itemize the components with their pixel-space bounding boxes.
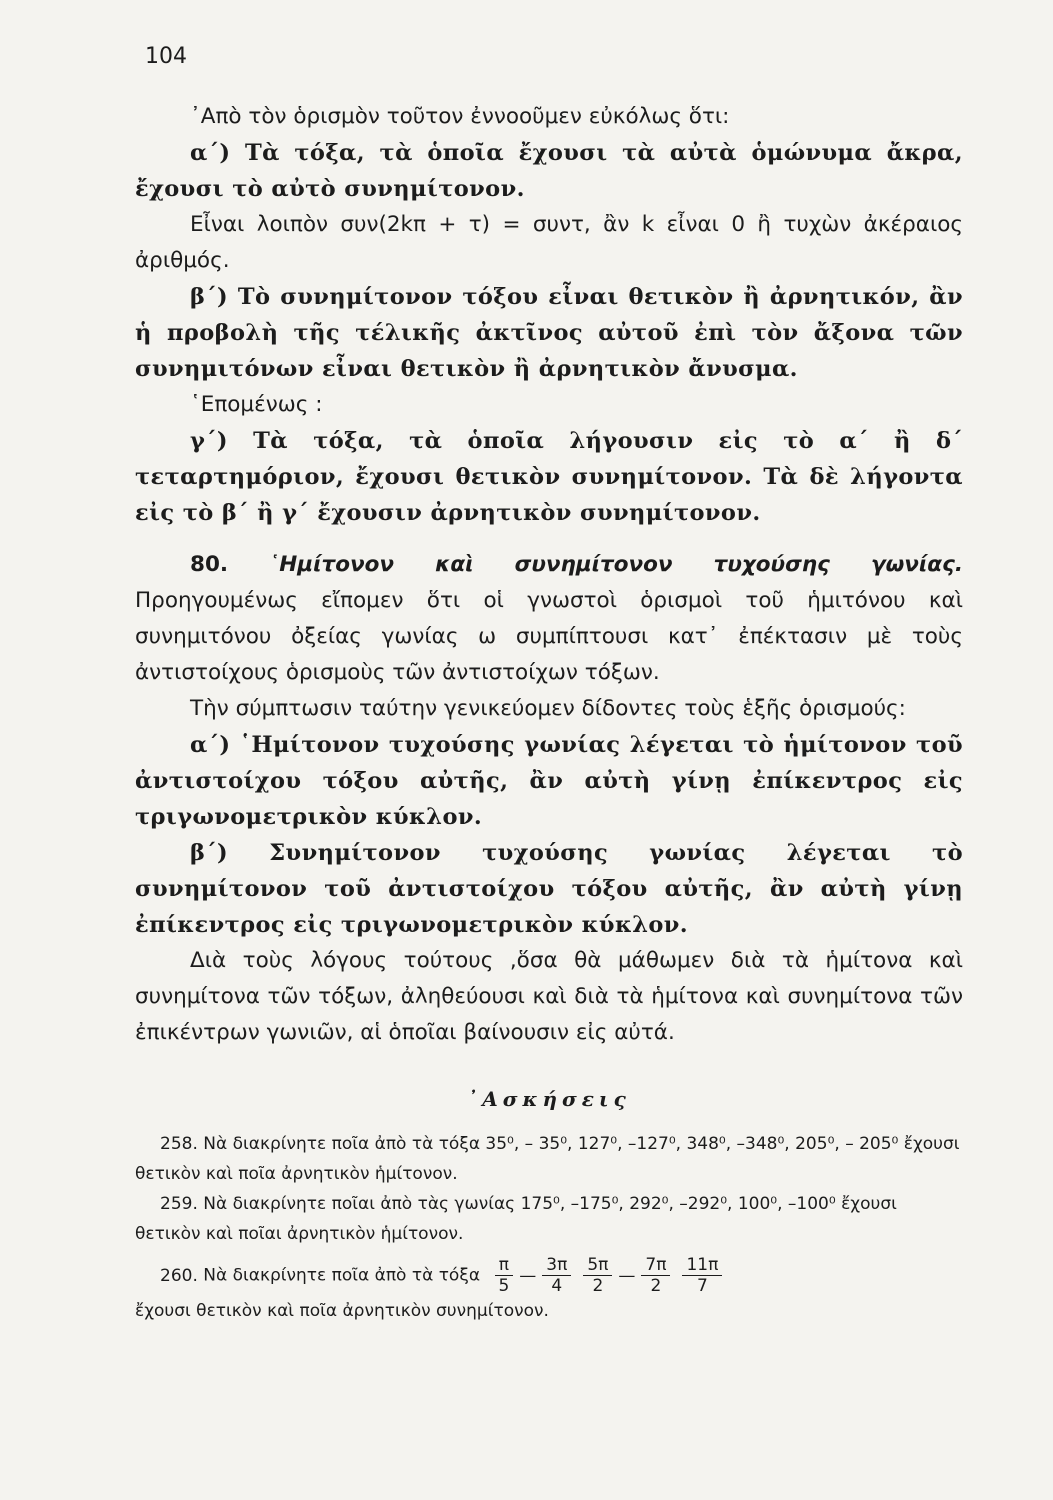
exercise-number: 258. bbox=[160, 1134, 198, 1154]
fraction-numerator: 3π bbox=[542, 1255, 571, 1276]
intro-line: ᾿Απὸ τὸν ὁρισμὸν τοῦτον ἐννοοῦμεν εὐκόλως ὅτι: bbox=[190, 104, 730, 129]
fraction bbox=[494, 1255, 513, 1296]
fraction-denominator: 7 bbox=[696, 1276, 708, 1296]
exercise-text-after: ἔχουσι θετικὸν καὶ ποῖα ἀρνητικὸν συνημίτονον. bbox=[135, 1301, 549, 1321]
fraction-denominator: 5 bbox=[498, 1276, 510, 1296]
fraction-denominator: 4 bbox=[551, 1276, 563, 1296]
fraction-numerator: 11π bbox=[682, 1255, 722, 1276]
fraction-numerator: 7π bbox=[641, 1255, 670, 1276]
exercise-258 bbox=[135, 1129, 963, 1189]
rule-c: γ΄) Τὰ τόξα, τὰ ὁποῖα λήγουσιν εἰς τὸ α΄ ἢ δ΄ τεταρτημόριον, ἔχουσι θετικὸν συνημίτονον. Τὰ δὲ λήγοντα εἰς τὸ β΄ ἢ γ΄ ἔχουσιν ἀρνητικὸν συνημίτονον. bbox=[135, 428, 963, 526]
fraction bbox=[641, 1255, 670, 1296]
section-title: ῾Ημίτονον καὶ συνημίτονον τυχούσης γωνίας. bbox=[268, 552, 963, 577]
fraction-sign: — bbox=[618, 1265, 636, 1286]
fraction-sign: — bbox=[519, 1265, 537, 1286]
exercise-number: 259. bbox=[160, 1194, 198, 1214]
exercise-259 bbox=[135, 1189, 963, 1249]
section-text: Προηγουμένως εἴπομεν ὅτι οἱ γνωστοὶ ὁρισμοὶ τοῦ ἡμιτόνου καὶ συνημιτόνου ὀξείας γωνίας ω συμπίπτουσι κατ᾿ ἐπέκτασιν μὲ τοὺς ἀντιστοίχους ὁρισμοὺς τῶν ἀντιστοίχων τόξων. bbox=[135, 588, 963, 685]
exercise-text: Νὰ διακρίνητε ποῖα ἀπὸ τὰ τόξα 35⁰, – 35⁰, 127⁰, –127⁰, 348⁰, –348⁰, 205⁰, – 205⁰ ἔχουσι θετικὸν καὶ ποῖα ἀρνητικὸν ἡμίτονον. bbox=[135, 1134, 960, 1184]
definition-b: β΄) Συνημίτονον τυχούσης γωνίας λέγεται τὸ συνημίτονον τοῦ ἀντιστοίχου τόξου αὐτῆς, ἂν αὐτὴ γίνῃ ἐπίκεντρος εἰς τριγωνομετρικὸν κύκλον. bbox=[135, 840, 963, 938]
page-number: 104 bbox=[145, 44, 187, 69]
rule-a: α΄) Τὰ τόξα, τὰ ὁποῖα ἔχουσι τὰ αὐτὰ ὁμώνυμα ἄκρα, ἔχουσι τὸ αὐτὸ συνημίτονον. bbox=[135, 140, 963, 202]
section-number: 80. bbox=[190, 552, 229, 577]
exercise-text-before: Νὰ διακρίνητε ποῖα ἀπὸ τὰ τόξα bbox=[203, 1265, 481, 1286]
fraction bbox=[583, 1255, 612, 1296]
exercise-number: 260. bbox=[160, 1265, 198, 1286]
closing-paragraph: Διὰ τοὺς λόγους τούτους ,ὅσα θὰ μάθωμεν διὰ τὰ ἡμίτονα καὶ συνημίτονα τῶν τόξων, ἀληθεύουσι καὶ διὰ τὰ ἡμίτονα καὶ συνημίτονα τῶν ἐπικέντρων γωνιῶν, αἱ ὁποῖαι βαίνουσιν εἰς αὐτά. bbox=[135, 948, 963, 1045]
consequently-line: ῾Επομένως : bbox=[190, 392, 323, 417]
fraction-numerator: π bbox=[495, 1255, 513, 1276]
formula-line: Εἶναι λοιπὸν συν(2kπ + τ) = συντ, ἂν k εἶναι 0 ἢ τυχὼν ἀκέραιος ἀριθμός. bbox=[135, 212, 963, 273]
section-80 bbox=[135, 547, 963, 691]
fraction-denominator: 2 bbox=[650, 1276, 662, 1296]
rule-b: β΄) Τὸ συνημίτονον τόξου εἶναι θετικὸν ἢ ἀρνητικόν, ἂν ἡ προβολὴ τῆς τέλικῆς ἀκτῖνος αὐτοῦ ἐπὶ τὸν ἄξονα τῶν συνημιτόνων εἶναι θετικὸν ἢ ἀρνητικὸν ἄνυσμα. bbox=[135, 284, 963, 382]
definition-a: α΄) ῾Ημίτονον τυχούσης γωνίας λέγεται τὸ ἡμίτονον τοῦ ἀντιστοίχου τόξου αὐτῆς, ἂν αὐτὴ γίνῃ ἐπίκεντρος εἰς τριγωνομετρικὸν κύκλον. bbox=[135, 732, 963, 830]
exercise-260 bbox=[135, 1255, 963, 1326]
exercises-heading: ᾿Ασκήσεις bbox=[467, 1087, 631, 1111]
fraction-numerator: 5π bbox=[583, 1255, 612, 1276]
generalize-line: Τὴν σύμπτωσιν ταύτην γενικεύομεν δίδοντες τοὺς ἑξῆς ὁρισμούς: bbox=[190, 696, 906, 721]
exercise-text: Νὰ διακρίνητε ποῖαι ἀπὸ τὰς γωνίας 175⁰, –175⁰, 292⁰, –292⁰, 100⁰, –100⁰ ἔχουσι θετικὸν καὶ ποῖαι ἀρνητικὸν ἡμίτονον. bbox=[135, 1194, 897, 1244]
fraction-list bbox=[485, 1255, 725, 1296]
fraction-denominator: 2 bbox=[592, 1276, 604, 1296]
fraction bbox=[682, 1255, 722, 1296]
fraction bbox=[542, 1255, 571, 1296]
